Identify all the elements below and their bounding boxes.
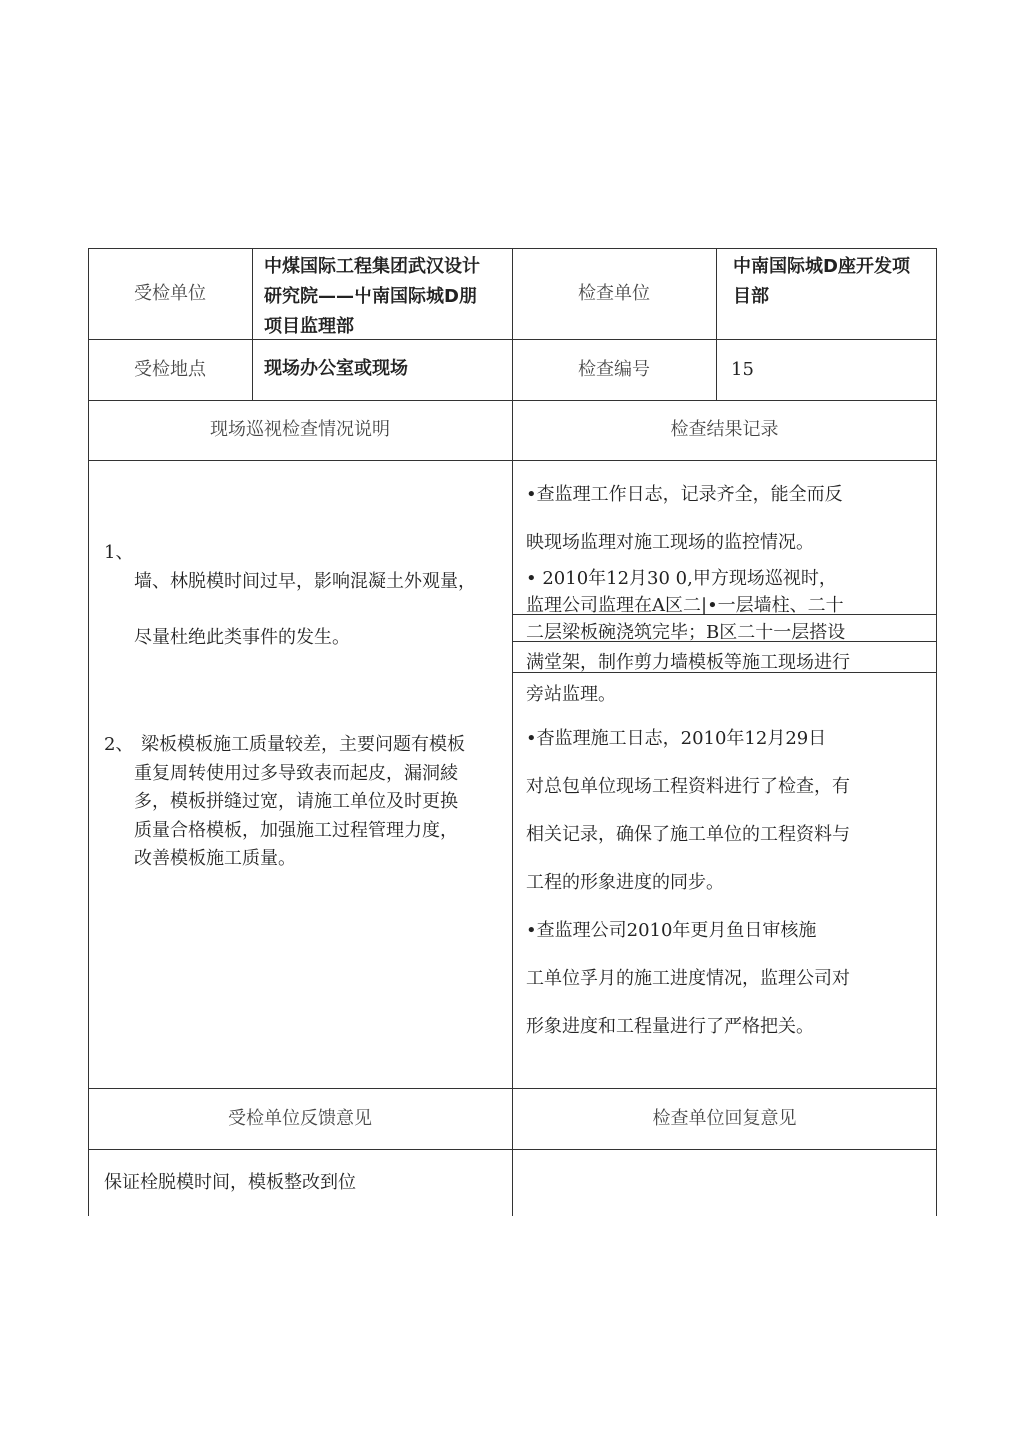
patrol-item-1-line: 尽量杜绝此类事件的发生。 — [134, 627, 350, 648]
result-line: 监理公司监理在A区二|•一层墙柱、二十 — [526, 595, 844, 616]
number-value: 15 — [731, 359, 754, 380]
patrol-item-2-line: 重复周转使用过多导致表而起皮，漏洞綾 — [134, 763, 458, 784]
result-line: 工单位孚月的施工进度情况，监理公司对 — [526, 968, 850, 989]
inspecting-unit-line: 中南国际城D座开发项 — [733, 256, 910, 277]
patrol-item-2-line: 多，模板拼缝过宽，请施工单位及时更换 — [134, 791, 458, 812]
patrol-item-2-line: 改善模板施工质量。 — [134, 848, 296, 869]
result-line: 对总包单位现场工程资料进行了检查，有 — [526, 776, 850, 797]
feedback-text: 保证栓脱模时间，模板整改到位 — [104, 1172, 356, 1193]
result-line: 满堂架，制作剪力墙模板等施工现场进行 — [526, 652, 850, 673]
inspected-unit-value — [264, 252, 514, 342]
number-label: 检查编号 — [578, 358, 650, 380]
inspection-form — [88, 248, 937, 1216]
result-line: 二层梁板碗浇筑完毕；B区二十一层搭设 — [526, 622, 846, 643]
inspected-unit-label: 受检单位 — [134, 282, 206, 304]
patrol-item-1-line: 墙、林脱模时间过早，影响混凝土外观量， — [134, 571, 476, 592]
result-line: 形象进度和工程量进行了严格把关。 — [526, 1016, 814, 1037]
patrol-item-2-number: 2、 — [104, 734, 134, 755]
inspecting-unit-value — [733, 252, 933, 312]
patrol-item-2-line: 梁板模板施工质量较差，主要问题有模板 — [141, 734, 465, 755]
result-record-title: 检查结果记录 — [670, 419, 779, 440]
inspecting-unit-line: 目部 — [733, 286, 769, 307]
inspected-feedback-title: 受检单位反馈意见 — [228, 1107, 372, 1129]
result-line: •杳监理施工日志，2010年12月29日 — [526, 728, 827, 749]
inspected-unit-line: 项目监理部 — [264, 316, 354, 337]
inspected-unit-line: 中煤国际工程集团武汉设计 — [264, 256, 480, 277]
inspected-unit-line: 研究院——屮南国际城D朋 — [264, 286, 477, 307]
location-value: 现场办公室或现场 — [264, 358, 408, 379]
patrol-item-2-line: 质量合格模板，加强施工过程管理力度， — [134, 820, 458, 841]
inspector-reply-title: 检查单位回复意见 — [652, 1107, 797, 1129]
result-line: 旁站监理。 — [526, 684, 616, 705]
location-label: 受检地点 — [134, 358, 206, 380]
result-line: 映现场监理对施工现场的监控情况。 — [526, 532, 814, 553]
result-line: •查监理公司2010年更月鱼日审核施 — [526, 920, 817, 941]
table-border-right — [936, 248, 937, 1216]
inspecting-unit-label: 检查单位 — [578, 282, 650, 304]
result-line: • 2010年12月30 0,甲方现场巡视时， — [526, 568, 837, 589]
result-line: •查监理工作日志，记录齐全，能全而反 — [526, 484, 843, 505]
table-rule — [716, 248, 717, 400]
patrol-item-1-number: 1、 — [104, 542, 134, 563]
patrol-description-title: 现场巡视检查情况说明 — [210, 419, 390, 440]
result-line: 工程的形象进度的同步。 — [526, 872, 724, 893]
table-rule — [252, 248, 253, 400]
result-line: 相关记录，确保了施工单位的工程资料与 — [526, 824, 850, 845]
